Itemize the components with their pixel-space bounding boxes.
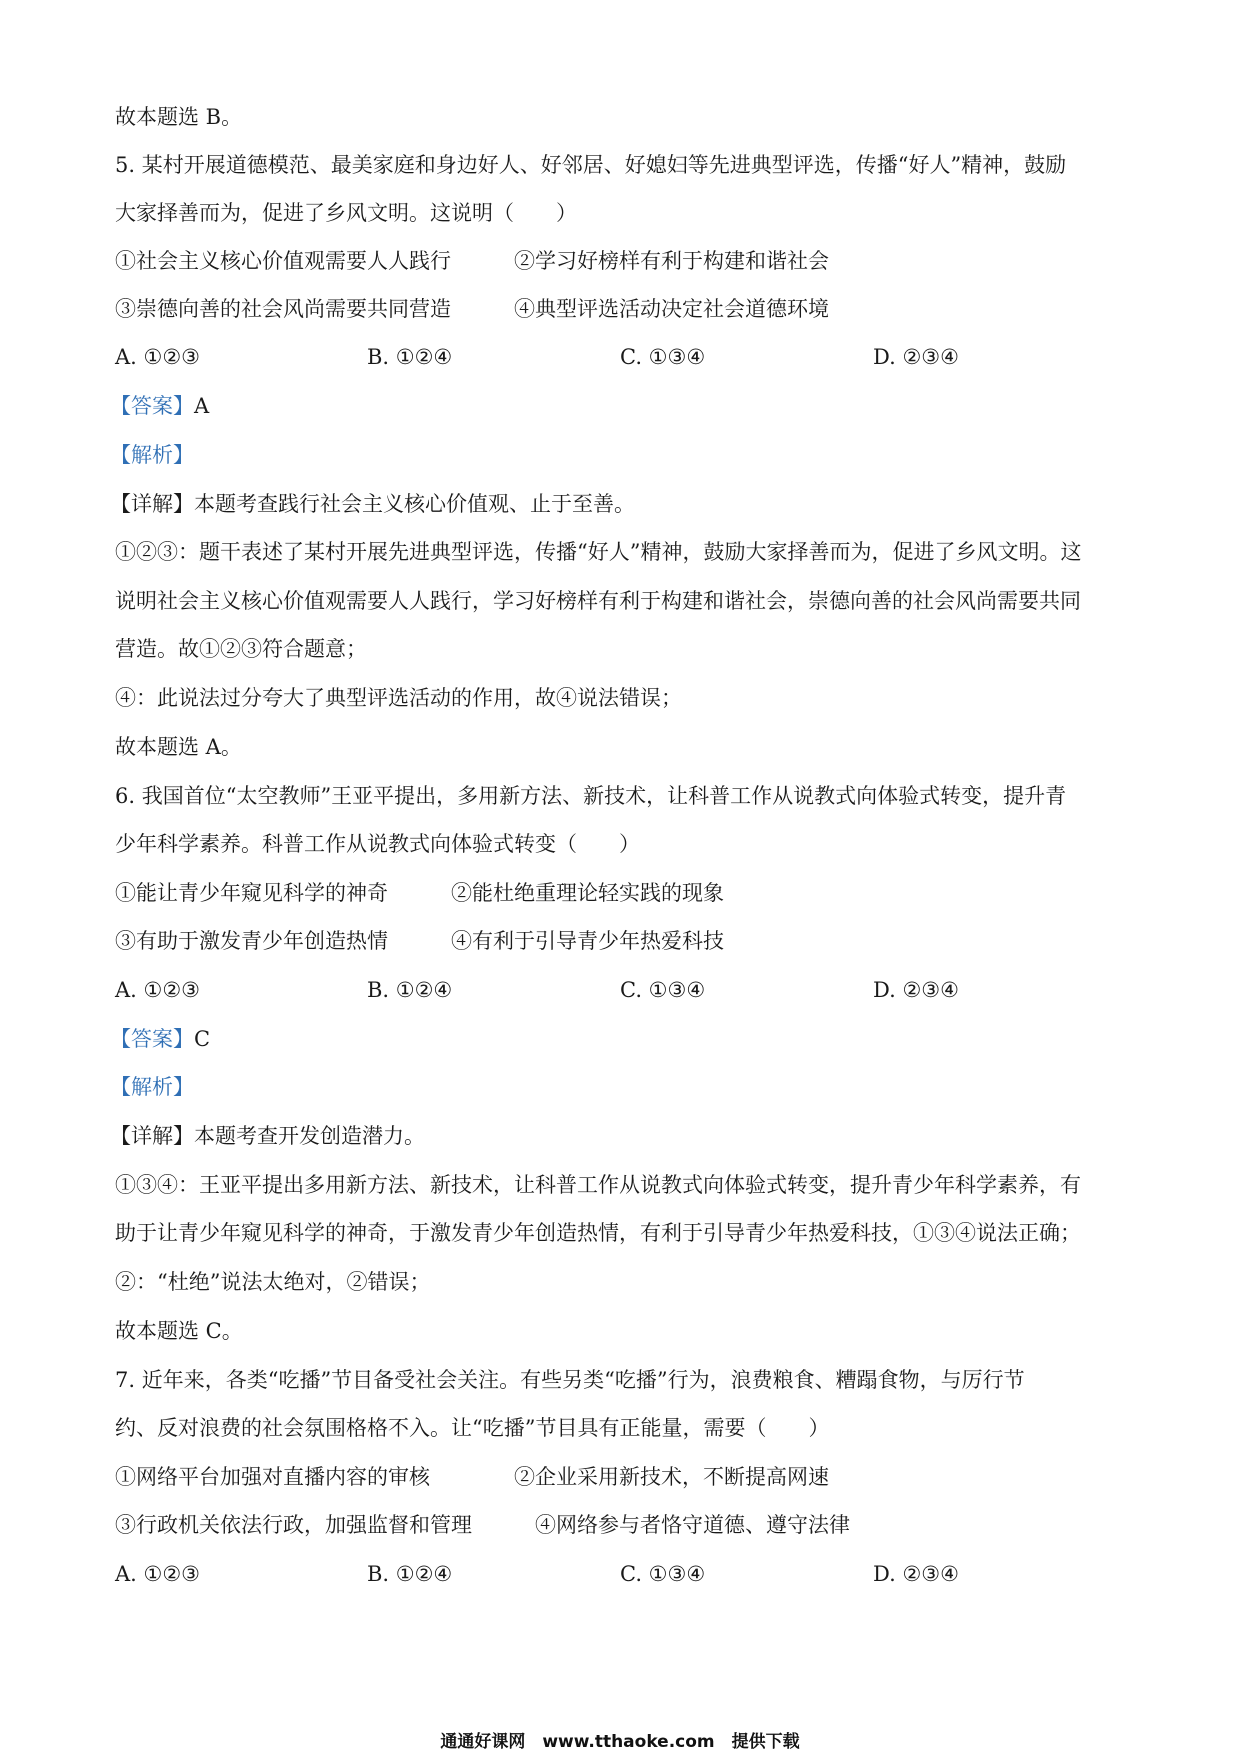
q5-stem-line-2: 大家择善而为，促进了乡风文明。这说明（ ） (115, 201, 577, 225)
answer-value: A (194, 394, 210, 418)
q4-conclusion: 故本题选 B。 (115, 105, 243, 129)
q7-statements-1: ①网络平台加强对直播内容的审核 ②企业采用新技术，不断提高网速 (115, 1465, 829, 1489)
q5-detail-line-6: 故本题选 A。 (115, 735, 242, 759)
q7-statements-2: ③行政机关依法行政，加强监督和管理 ④网络参与者恪守道德、遵守法律 (115, 1513, 850, 1537)
q5-detail-line-4: 营造。故①②③符合题意； (115, 637, 367, 661)
q5-analysis-tag: 【解析】 (110, 443, 194, 467)
q7-option-d: D. ②③④ (873, 1562, 959, 1586)
q6-statements-2: ③有助于激发青少年创造热情 ④有利于引导青少年热爱科技 (115, 929, 724, 953)
q5-statements-1: ①社会主义核心价值观需要人人践行 ②学习好榜样有利于构建和谐社会 (115, 249, 829, 273)
q5-detail-line-1 (110, 489, 635, 519)
q5-detail-line-2: ①②③：题干表述了某村开展先进典型评选，传播“好人”精神，鼓励大家择善而为，促进了乡风文明。这 (115, 540, 1082, 564)
answer-value: C (194, 1027, 211, 1051)
q6-stem-line-1: 6. 我国首位“太空教师”王亚平提出，多用新方法、新技术，让科普工作从说教式向体验式转变，提升青 (115, 784, 1067, 808)
q5-detail-line-3: 说明社会主义核心价值观需要人人践行，学习好榜样有利于构建和谐社会，崇德向善的社会风尚需要共同 (115, 589, 1081, 613)
q5-option-d: D. ②③④ (873, 345, 959, 369)
q6-detail-line-4: ②：“杜绝”说法太绝对，②错误； (115, 1270, 431, 1294)
detail-tag: 【详解】 (110, 1124, 194, 1148)
q7-option-a: A. ①②③ (115, 1562, 200, 1586)
page-footer: 通通好课网 www.tthaoke.com 提供下载 (440, 1732, 800, 1752)
q7-option-c: C. ①③④ (620, 1562, 706, 1586)
q5-option-b: B. ①②④ (367, 345, 453, 369)
q6-option-a: A. ①②③ (115, 978, 200, 1002)
q7-stem-line-1: 7. 近年来，各类“吃播”节目备受社会关注。有些另类“吃播”行为，浪费粮食、糟蹋食物，与厉行节 (115, 1368, 1025, 1392)
q6-option-b: B. ①②④ (367, 978, 453, 1002)
q6-detail-line-1 (110, 1121, 425, 1151)
q6-stem-line-2: 少年科学素养。科普工作从说教式向体验式转变（ ） (115, 832, 640, 856)
q5-option-a: A. ①②③ (115, 345, 200, 369)
q6-statements-1: ①能让青少年窥见科学的神奇 ②能杜绝重理论轻实践的现象 (115, 881, 724, 905)
q7-option-b: B. ①②④ (367, 1562, 453, 1586)
q5-statements-2: ③崇德向善的社会风尚需要共同营造 ④典型评选活动决定社会道德环境 (115, 297, 829, 321)
answer-tag: 【答案】 (110, 1027, 194, 1051)
detail-tag: 【详解】 (110, 492, 194, 516)
q6-analysis-tag: 【解析】 (110, 1075, 194, 1099)
q6-detail-line-2: ①③④：王亚平提出多用新方法、新技术，让科普工作从说教式向体验式转变，提升青少年科学素养，有 (115, 1173, 1081, 1197)
q6-option-c: C. ①③④ (620, 978, 706, 1002)
q6-answer (110, 1024, 210, 1054)
q5-option-c: C. ①③④ (620, 345, 706, 369)
q5-answer (110, 391, 209, 421)
q5-stem-line-1: 5. 某村开展道德模范、最美家庭和身边好人、好邻居、好媳妇等先进典型评选，传播“好人”精神，鼓励 (115, 153, 1067, 177)
q6-option-d: D. ②③④ (873, 978, 959, 1002)
detail-text: 本题考查践行社会主义核心价值观、止于至善。 (194, 492, 635, 516)
q6-detail-line-5: 故本题选 C。 (115, 1319, 243, 1343)
detail-text: 本题考查开发创造潜力。 (194, 1124, 425, 1148)
q5-detail-line-5: ④：此说法过分夸大了典型评选活动的作用，故④说法错误； (115, 686, 682, 710)
q7-stem-line-2: 约、反对浪费的社会氛围格格不入。让“吃播”节目具有正能量，需要（ ） (115, 1416, 830, 1440)
q6-detail-line-3: 助于让青少年窥见科学的神奇，于激发青少年创造热情，有利于引导青少年热爱科技，①③④说法正确； (115, 1221, 1081, 1245)
answer-tag: 【答案】 (110, 394, 194, 418)
